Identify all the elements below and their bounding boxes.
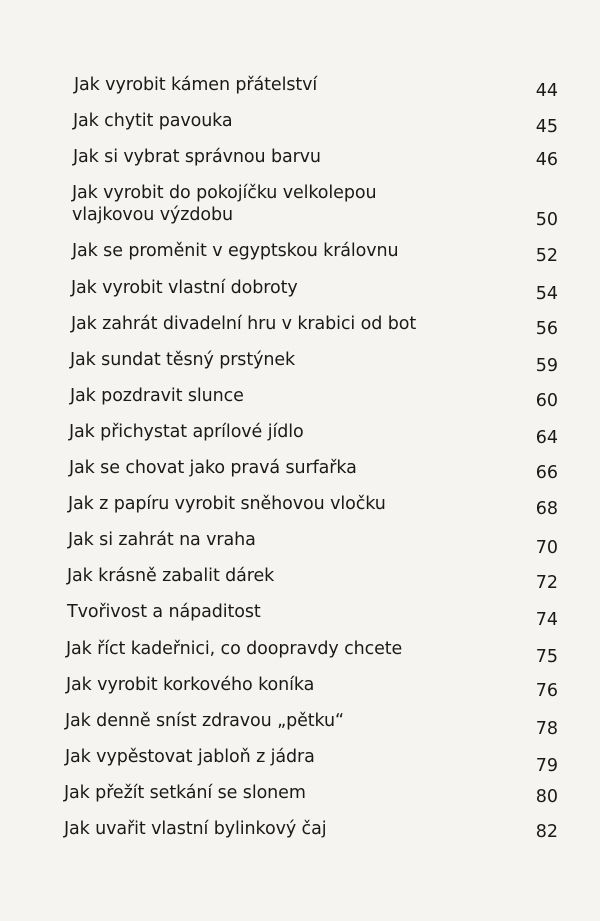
toc-entry-page: 54 — [535, 284, 558, 304]
toc-entry-title: Jak vyrobit kámen přátelství — [74, 75, 318, 95]
toc-entry-title: Jak z papíru vyrobit sněhovou vločku — [68, 494, 386, 514]
toc-entry-page: 45 — [535, 117, 558, 137]
toc-entry-title: Jak zahrát divadelní hru v krabici od bot — [71, 314, 417, 334]
toc-entry-title: Jak sundat těsný prstýnek — [70, 350, 296, 370]
toc-entry-page: 52 — [535, 246, 558, 266]
toc-entry-page: 74 — [535, 610, 558, 630]
toc-entry-title: Jak vypěstovat jabloň z jádra — [65, 747, 315, 767]
toc-entry-title: Jak se proměnit v egyptskou královnu — [72, 241, 399, 261]
toc-entry-title: Jak přežít setkání se slonem — [64, 783, 306, 803]
toc-entry-page: 56 — [535, 319, 558, 339]
toc-entry-title: Jak chytit pavouka — [73, 111, 233, 131]
toc-entry-page: 76 — [535, 681, 558, 701]
toc-entry-title: Jak vyrobit vlastní dobroty — [71, 278, 298, 298]
toc-entry-title: Jak pozdravit slunce — [70, 386, 244, 406]
toc-entry-title: Jak říct kadeřnici, co doopravdy chcete — [66, 639, 403, 659]
toc-entry-page: 79 — [535, 756, 558, 776]
toc-entry-page: 72 — [535, 573, 558, 593]
toc-entry-title-line-2: vlajkovou výzdobu — [72, 205, 233, 225]
toc-entry-title: Jak si zahrát na vraha — [68, 530, 256, 550]
toc-entry-page: 59 — [535, 356, 558, 376]
toc-entry-title: Jak přichystat aprílové jídlo — [69, 422, 304, 442]
toc-entry-title: Tvořivost a nápaditost — [67, 602, 261, 622]
toc-entry-title: Jak krásně zabalit dárek — [67, 566, 275, 586]
toc-entry-title: Jak denně sníst zdravou „pětku“ — [65, 711, 344, 731]
toc-entry-page: 78 — [535, 719, 558, 739]
toc-entry-title: Jak si vybrat správnou barvu — [73, 147, 321, 167]
toc-entry-page: 82 — [535, 822, 558, 842]
toc-entry-title: Jak se chovat jako pravá surfařka — [69, 458, 357, 478]
toc-entry-page: 50 — [535, 210, 558, 230]
toc-entry-page: 70 — [535, 538, 558, 558]
toc-entry-page: 44 — [535, 81, 558, 101]
toc-entry-page: 75 — [535, 647, 558, 667]
toc-entry-page: 80 — [535, 787, 558, 807]
toc-entry-page: 64 — [535, 428, 558, 448]
toc-entry-page: 66 — [535, 463, 558, 483]
toc-entry-page: 68 — [535, 499, 558, 519]
toc-entry-page: 46 — [535, 150, 558, 170]
toc-entry-title: Jak uvařit vlastní bylinkový čaj — [64, 819, 327, 839]
toc-entry-page: 60 — [535, 391, 558, 411]
toc-entry-title: Jak vyrobit do pokojíčku velkolepou — [72, 183, 377, 203]
toc-entry-title: Jak vyrobit korkového koníka — [66, 675, 315, 695]
